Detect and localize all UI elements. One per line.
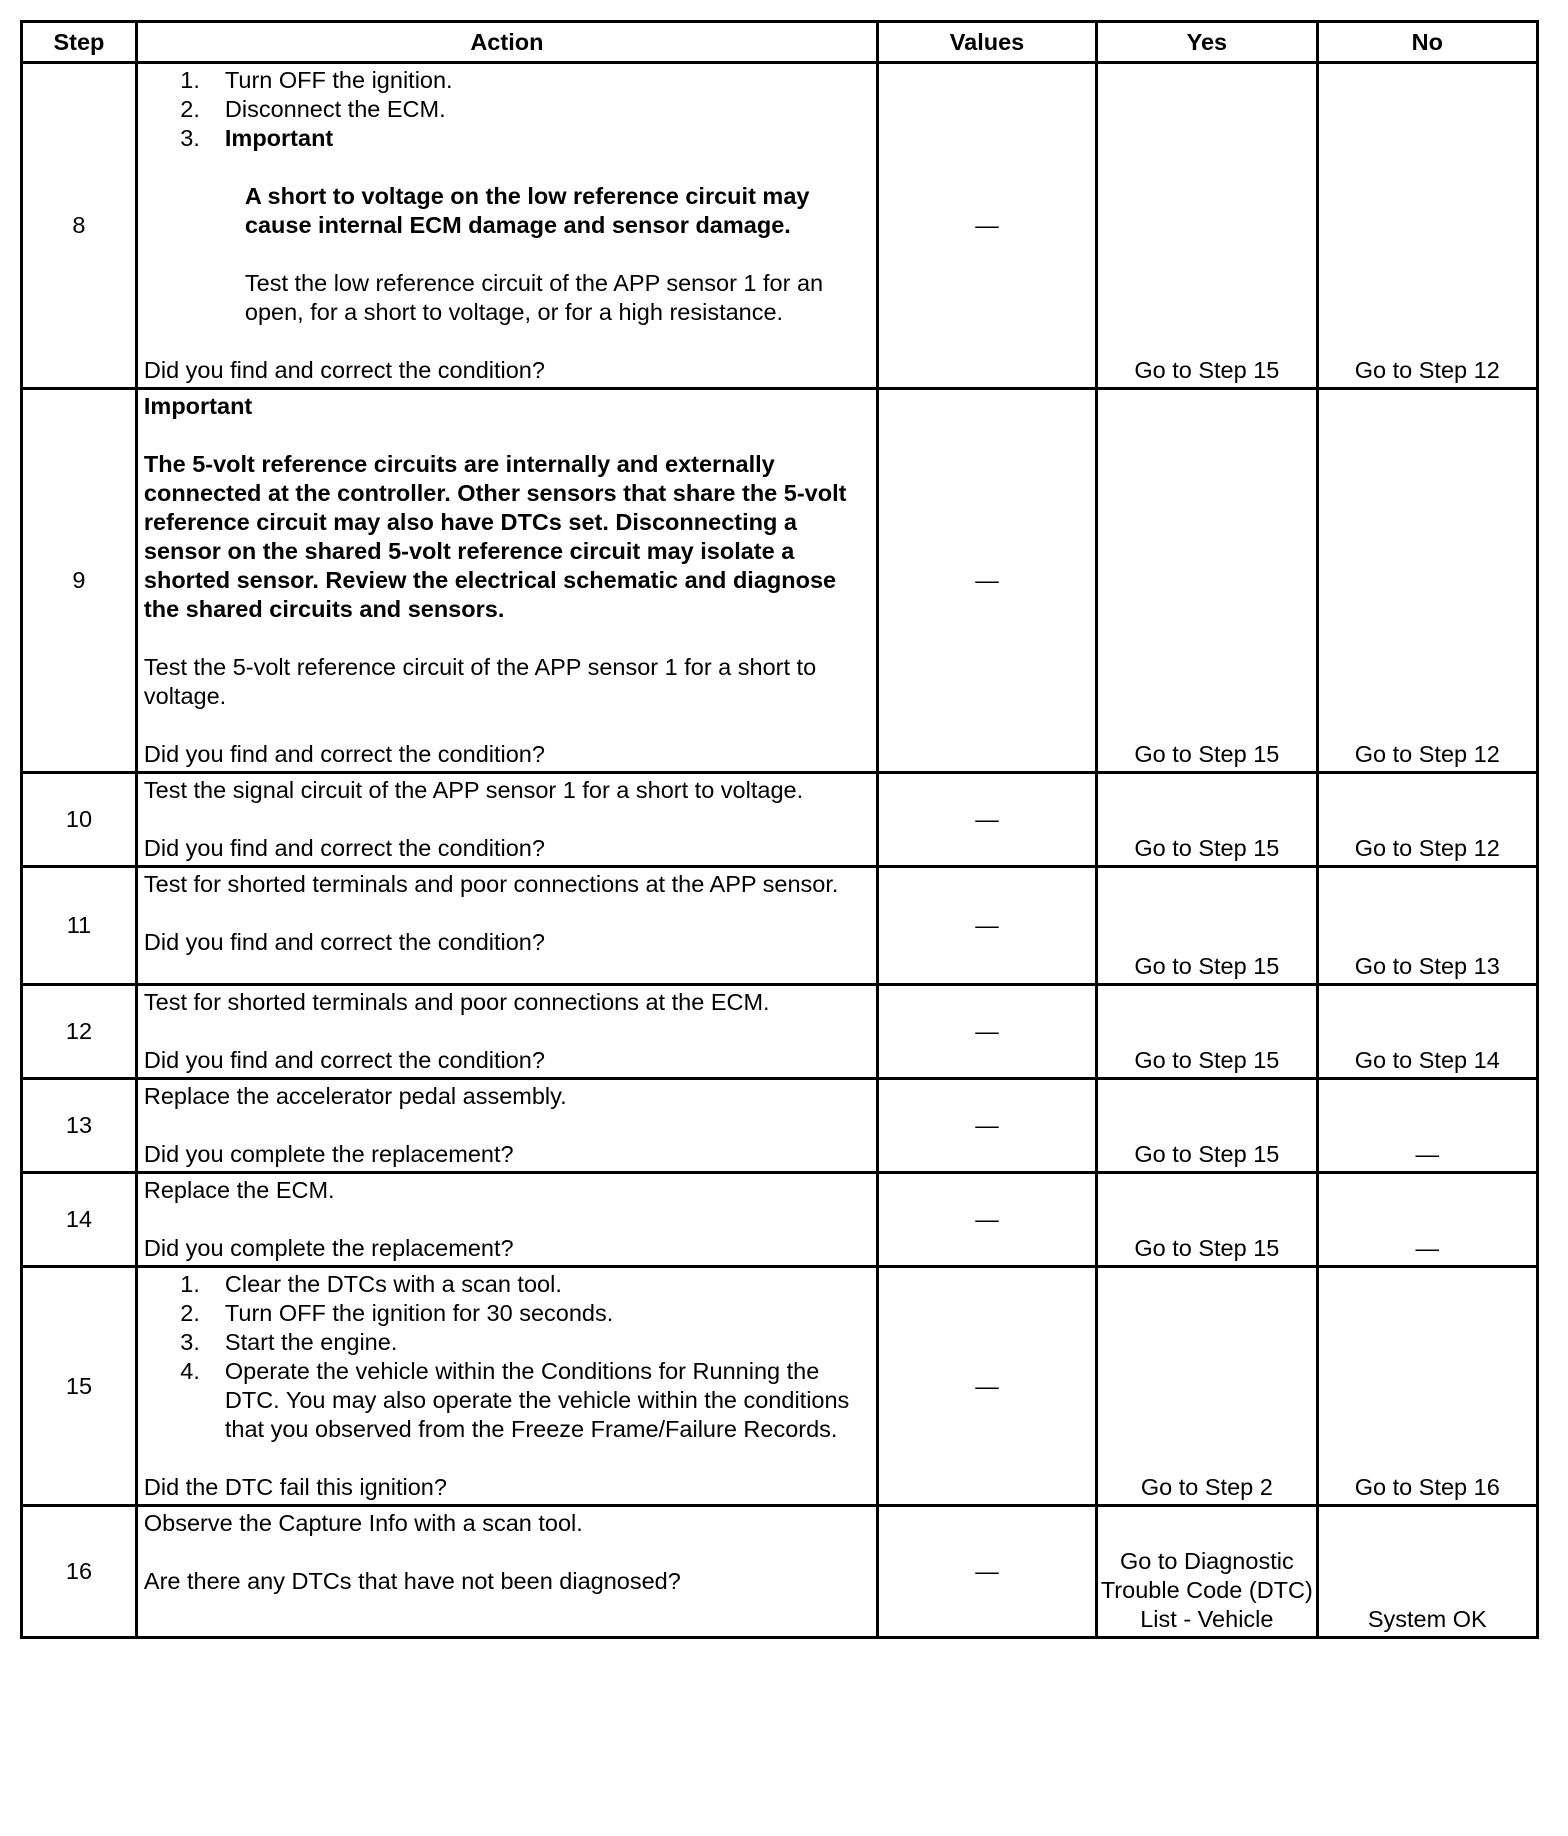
values-cell: —	[877, 867, 1096, 985]
instruction-text: Observe the Capture Info with a scan tool.	[143, 1510, 583, 1536]
values-cell: —	[877, 1506, 1096, 1638]
table-row	[22, 867, 1538, 985]
step-number: 9	[22, 389, 137, 773]
list-item: 3. Start the engine.	[180, 1329, 398, 1355]
table-row	[22, 1267, 1538, 1506]
question-text: Did you find and correct the condition?	[143, 357, 545, 383]
list-item: 1. Turn OFF the ignition.	[180, 67, 453, 93]
header-yes: Yes	[1097, 22, 1317, 63]
action-steps	[144, 1270, 872, 1444]
action-cell	[136, 1173, 877, 1267]
action-cell	[136, 1267, 877, 1506]
values-cell: —	[877, 1079, 1096, 1173]
no-cell: —	[1317, 1079, 1537, 1173]
question-text: Did you complete the replacement?	[143, 1235, 514, 1261]
step-number: 12	[22, 985, 137, 1079]
values-cell: —	[877, 1173, 1096, 1267]
no-cell: Go to Step 14	[1317, 985, 1537, 1079]
instruction-text: Test the low reference circuit of the APP sensor 1 for an open, for a short to voltage, or for a high resistance.	[244, 270, 824, 325]
step-number: 13	[22, 1079, 137, 1173]
action-cell	[136, 1079, 877, 1173]
header-row	[22, 22, 1538, 63]
table-row	[22, 63, 1538, 389]
question-text: Did you find and correct the condition?	[143, 835, 545, 861]
values-cell: —	[877, 1267, 1096, 1506]
header-no: No	[1317, 22, 1537, 63]
diagnostic-table	[20, 20, 1539, 1639]
yes-cell: Go to Step 15	[1097, 867, 1317, 985]
header-values: Values	[877, 22, 1096, 63]
step-number: 11	[22, 867, 137, 985]
step-number: 10	[22, 773, 137, 867]
values-cell: —	[877, 773, 1096, 867]
action-cell	[136, 985, 877, 1079]
values-cell: —	[877, 63, 1096, 389]
yes-cell: Go to Step 15	[1097, 985, 1317, 1079]
instruction-text: Replace the accelerator pedal assembly.	[143, 1083, 567, 1109]
important-note: The 5-volt reference circuits are internally and externally connected at the controller. Other sensors that share the 5-volt reference circuit may also have DTCs set. Disconnecting a sensor on the shared 5-volt reference circuit may isolate a shorted sensor. Review the electrical schematic and diagnose the shared circuits and sensors.	[143, 451, 847, 622]
question-text: Did you find and correct the condition?	[143, 929, 545, 955]
step-number: 15	[22, 1267, 137, 1506]
list-item: 3. Important	[180, 125, 334, 151]
header-action: Action	[136, 22, 877, 63]
step-number: 8	[22, 63, 137, 389]
no-cell: Go to Step 12	[1317, 773, 1537, 867]
yes-cell: Go to Step 15	[1097, 389, 1317, 773]
list-item: 2. Turn OFF the ignition for 30 seconds.	[180, 1300, 614, 1326]
action-cell	[136, 867, 877, 985]
header-step: Step	[22, 22, 137, 63]
yes-cell: Go to Step 15	[1097, 63, 1317, 389]
table-row	[22, 985, 1538, 1079]
instruction-text: Test for shorted terminals and poor connections at the ECM.	[143, 989, 770, 1015]
no-cell: Go to Step 16	[1317, 1267, 1537, 1506]
question-text: Did you find and correct the condition?	[143, 741, 545, 767]
important-label: Important	[143, 393, 253, 419]
yes-cell: Go to Step 15	[1097, 1173, 1317, 1267]
values-cell: —	[877, 389, 1096, 773]
action-cell	[136, 63, 877, 389]
instruction-text: Test the signal circuit of the APP sensor 1 for a short to voltage.	[143, 777, 804, 803]
question-text: Are there any DTCs that have not been diagnosed?	[143, 1568, 681, 1594]
table-row	[22, 773, 1538, 867]
action-cell	[136, 1506, 877, 1638]
values-cell: —	[877, 985, 1096, 1079]
question-text: Did you find and correct the condition?	[143, 1047, 545, 1073]
table-row	[22, 389, 1538, 773]
important-note: A short to voltage on the low reference circuit may cause internal ECM damage and sensor damage.	[244, 183, 810, 238]
yes-cell: Go to Step 15	[1097, 773, 1317, 867]
instruction-text: Test for shorted terminals and poor connections at the APP sensor.	[143, 871, 839, 897]
no-cell: Go to Step 13	[1317, 867, 1537, 985]
instruction-text: Test the 5-volt reference circuit of the APP sensor 1 for a short to voltage.	[143, 654, 817, 709]
yes-cell: Go to Diagnostic Trouble Code (DTC) List - Vehicle	[1097, 1506, 1317, 1638]
question-text: Did you complete the replacement?	[143, 1141, 514, 1167]
instruction-text: Replace the ECM.	[143, 1177, 335, 1203]
no-cell: System OK	[1317, 1506, 1537, 1638]
step-number: 16	[22, 1506, 137, 1638]
question-text: Did the DTC fail this ignition?	[143, 1474, 447, 1500]
yes-cell: Go to Step 2	[1097, 1267, 1317, 1506]
no-cell: Go to Step 12	[1317, 389, 1537, 773]
no-cell: Go to Step 12	[1317, 63, 1537, 389]
table-row	[22, 1506, 1538, 1638]
action-steps	[144, 66, 872, 153]
list-item: 4. Operate the vehicle within the Conditions for Running the DTC. You may also operate the vehicle within the conditions that you observed from the Freeze Frame/Failure Records.	[180, 1358, 850, 1442]
yes-cell: Go to Step 15	[1097, 1079, 1317, 1173]
list-item: 1. Clear the DTCs with a scan tool.	[180, 1271, 562, 1297]
step-number: 14	[22, 1173, 137, 1267]
table-row	[22, 1173, 1538, 1267]
action-cell	[136, 389, 877, 773]
no-cell: —	[1317, 1173, 1537, 1267]
action-cell	[136, 773, 877, 867]
table-row	[22, 1079, 1538, 1173]
list-item: 2. Disconnect the ECM.	[180, 96, 446, 122]
